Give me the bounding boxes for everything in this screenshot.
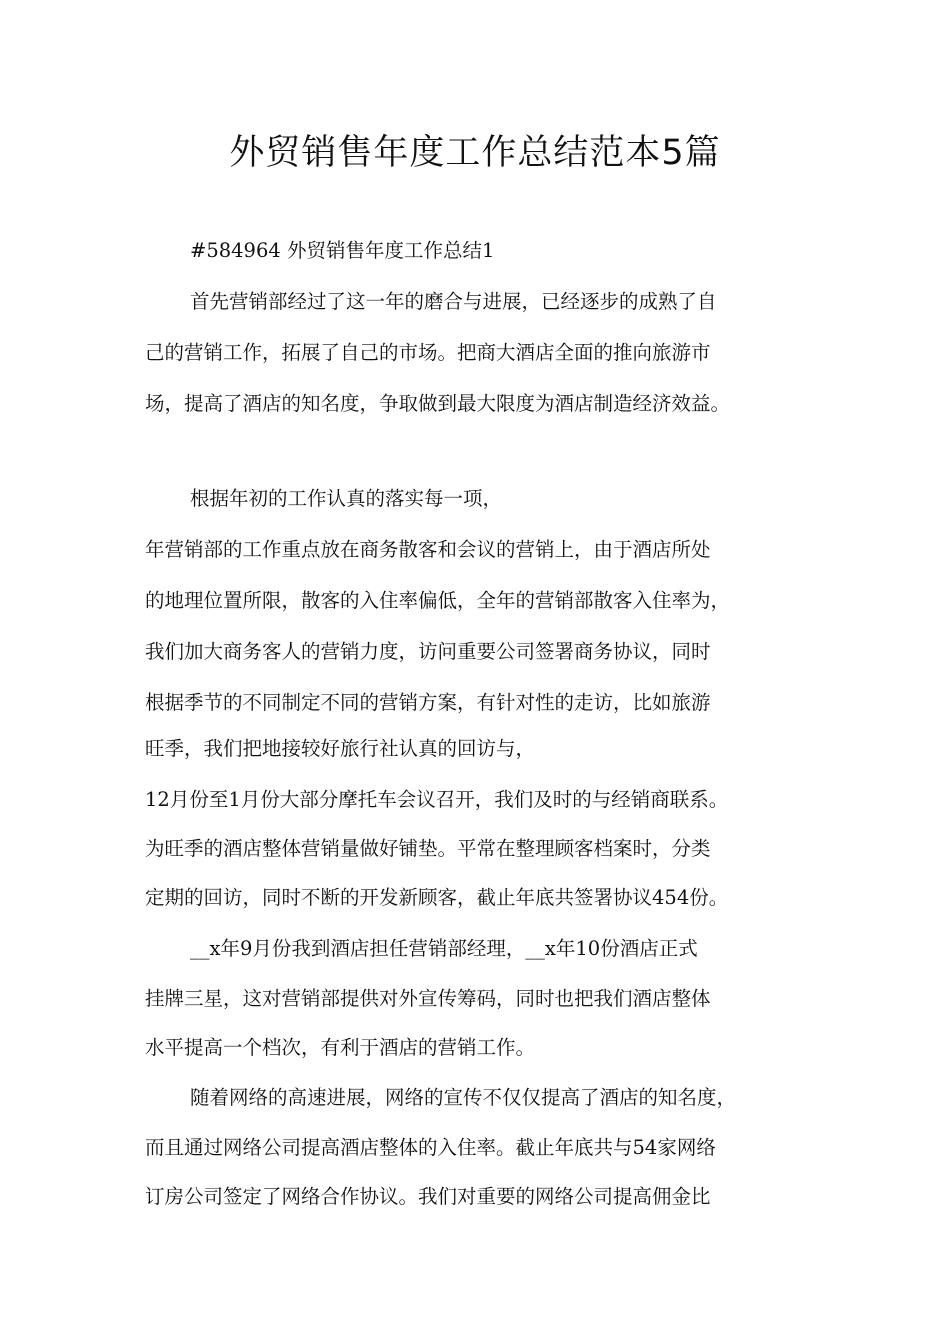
document-title: 外贸销售年度工作总结范本5篇 [229, 133, 721, 173]
paragraph-line: 的地理位置所限，散客的入住率偏低，全年的营销部散客入住率为， [145, 589, 731, 612]
paragraph-line: 根据季节的不同制定不同的营销方案，有针对性的走访，比如旅游 [145, 691, 711, 714]
paragraph-line: 为旺季的酒店整体营销量做好铺垫。平常在整理顾客档案时，分类 [145, 837, 711, 860]
paragraph-line: __x年9月份我到酒店担任营销部经理，__x年10份酒店正式 [190, 937, 698, 960]
paragraph-line: 而且通过网络公司提高酒店整体的入住率。截止年底共与54家网络 [145, 1136, 716, 1159]
paragraph-line: 水平提高一个档次，有利于酒店的营销工作。 [145, 1036, 536, 1059]
paragraph-line: 己的营销工作，拓展了自己的市场。把商大酒店全面的推向旅游市 [145, 341, 711, 364]
paragraph-line: 旺季，我们把地接较好旅行社认真的回访与， [145, 737, 536, 760]
paragraph-line: 随着网络的高速进展，网络的宣传不仅仅提高了酒店的知名度， [190, 1086, 737, 1109]
paragraph-line: 年营销部的工作重点放在商务散客和会议的营销上，由于酒店所处 [145, 538, 711, 561]
paragraph-line: 定期的回访，同时不断的开发新顾客，截止年底共签署协议454份。 [145, 886, 729, 909]
paragraph-line: 12月份至1月份大部分摩托车会议召开，我们及时的与经销商联系。 [145, 788, 729, 811]
paragraph-line: 场，提高了酒店的知名度，争取做到最大限度为酒店制造经济效益。 [145, 392, 731, 415]
paragraph-line: 我们加大商务客人的营销力度，访问重要公司签署商务协议，同时 [145, 640, 711, 663]
paragraph-line: 订房公司签定了网络合作协议。我们对重要的网络公司提高佣金比 [145, 1185, 711, 1208]
paragraph-line: 根据年初的工作认真的落实每一项， [190, 487, 503, 510]
paragraph-line: 首先营销部经过了这一年的磨合与进展，已经逐步的成熟了自 [190, 290, 717, 313]
paragraph-line: 挂牌三星，这对营销部提供对外宣传筹码，同时也把我们酒店整体 [145, 987, 711, 1010]
section-heading: #584964 外贸销售年度工作总结1 [190, 239, 495, 262]
